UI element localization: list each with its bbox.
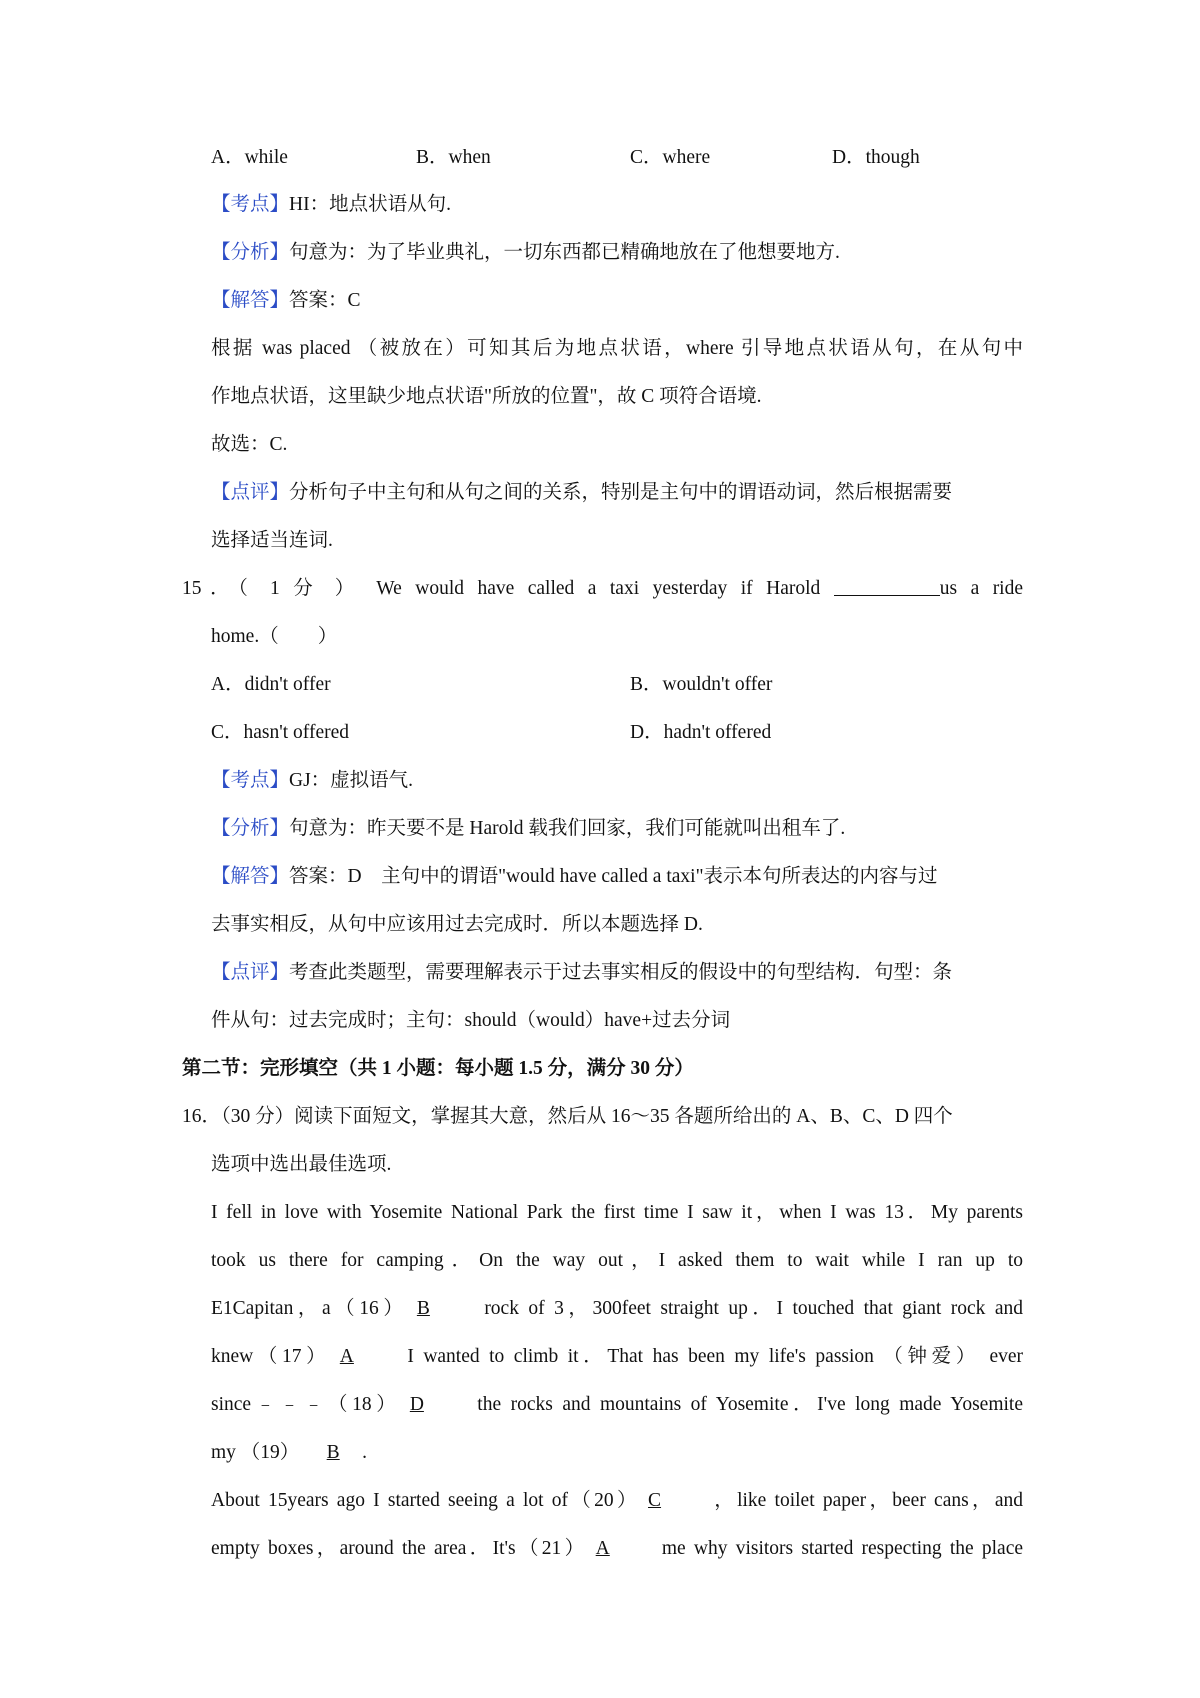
passage-line	[211, 1488, 1023, 1514]
option-b: B．when	[416, 147, 491, 168]
passage-line	[211, 1392, 1023, 1418]
passage-line: took us there for camping．On the way out，I asked them to wait while I ran up to	[211, 1250, 1023, 1271]
explanation-line: 根据 was placed （被放在）可知其后为地点状语，where 引导地点状语从句，在从句中	[211, 338, 1023, 359]
kaodian-tag: 【考点】	[211, 770, 290, 791]
passage-text: ，like toilet paper，beer cans，and	[714, 1490, 1024, 1511]
passage-text: me why visitors started respecting the place	[661, 1538, 1024, 1559]
kaodian-tag: 【考点】	[211, 194, 290, 215]
option-c: C．hasn't offered	[211, 722, 349, 743]
dianping-line	[211, 960, 1023, 986]
passage-text: I wanted to climb it．That has been my life's passion （钟爱） ever	[407, 1346, 1024, 1367]
question-stem: home.（ ）	[211, 626, 338, 647]
answer-choice-line: 故选：C.	[211, 434, 288, 455]
passage-line	[211, 1296, 1023, 1322]
answer-blank: A	[595, 1538, 610, 1559]
fenxi-tag: 【分析】	[211, 242, 290, 263]
jieda-tag: 【解答】	[211, 866, 290, 887]
passage-text: the rocks and mountains of Yosemite．I've long made Yosemite	[477, 1394, 1023, 1415]
kaodian-text: HI：地点状语从句.	[289, 194, 451, 215]
dianping-line	[211, 480, 1023, 506]
passage-text: About 15years ago I started seeing a lot of（20）	[211, 1490, 640, 1511]
dianping-line: 选择适当连词.	[211, 530, 333, 551]
passage-text: knew（17）	[211, 1346, 331, 1367]
dianping-tag: 【点评】	[211, 482, 290, 503]
jieda-text: 答案：D 主句中的谓语"would have called a taxi"表示本句所表达的内容与过	[289, 866, 938, 887]
passage-text: my （19）	[211, 1442, 300, 1463]
passage-line	[211, 1536, 1023, 1562]
answer-blank: B	[326, 1442, 340, 1463]
passage-line: I fell in love with Yosemite National Park the first time I saw it，when I was 13．My parents	[211, 1202, 1023, 1223]
kaodian-line	[211, 768, 1023, 794]
passage-line	[211, 1440, 1023, 1466]
question-stem: 选项中选出最佳选项.	[211, 1154, 392, 1175]
passage-text: rock of 3，300feet straight up．I touched that giant rock and	[484, 1298, 1023, 1319]
dianping-line: 件从句：过去完成时；主句：should（would）have+过去分词	[211, 1010, 731, 1031]
option-b: B．wouldn't offer	[630, 674, 773, 695]
question-stem	[182, 576, 1023, 602]
fenxi-text: 句意为：昨天要不是 Harold 载我们回家，我们可能就叫出租车了.	[289, 818, 846, 839]
answer-blank	[834, 577, 940, 596]
answer-blank: B	[416, 1298, 430, 1319]
question-stem: 16．（30 分）阅读下面短文，掌握其大意，然后从 16～35 各题所给出的 A、B、C、D 四个	[182, 1106, 953, 1127]
dianping-text: 考查此类题型，需要理解表示于过去事实相反的假设中的句型结构．句型：条	[289, 962, 953, 983]
passage-text: empty boxes，around the area．It's（21）	[211, 1538, 588, 1559]
passage-line	[211, 1344, 1023, 1370]
fenxi-tag: 【分析】	[211, 818, 290, 839]
section-heading: 第二节：完形填空（共 1 小题：每小题 1.5 分，满分 30 分）	[182, 1058, 694, 1079]
fenxi-line	[211, 816, 1023, 842]
kaodian-text: GJ：虚拟语气.	[289, 770, 414, 791]
option-a: A．didn't offer	[211, 674, 331, 695]
jieda-tag: 【解答】	[211, 290, 290, 311]
option-d: D．though	[832, 147, 920, 168]
answer-blank: A	[339, 1346, 354, 1367]
option-d: D．hadn't offered	[630, 722, 772, 743]
jieda-text: 答案：C	[289, 290, 361, 311]
answer-blank: C	[648, 1490, 662, 1511]
question-stem-text: us a ride	[939, 578, 1024, 599]
jieda-line: 去事实相反，从句中应该用过去完成时．所以本题选择 D.	[211, 914, 703, 935]
passage-text: .	[362, 1442, 368, 1463]
dianping-tag: 【点评】	[211, 962, 290, 983]
answer-blank: D	[409, 1394, 424, 1415]
jieda-line	[211, 288, 1023, 314]
explanation-line: 作地点状语，这里缺少地点状语"所放的位置"，故 C 项符合语境.	[211, 386, 762, 407]
fenxi-text: 句意为：为了毕业典礼，一切东西都已精确地放在了他想要地方.	[289, 242, 840, 263]
kaodian-line	[211, 192, 1023, 218]
fenxi-line	[211, 240, 1023, 266]
option-a: A．while	[211, 147, 288, 168]
dianping-text: 分析句子中主句和从句之间的关系，特别是主句中的谓语动词，然后根据需要	[289, 482, 953, 503]
passage-text: since﹣﹣﹣（18）	[211, 1394, 401, 1415]
jieda-line	[211, 864, 1023, 890]
passage-text: E1Capitan，a（16）	[211, 1298, 408, 1319]
option-c: C．where	[630, 147, 711, 168]
question-stem-text: 15．（ 1 分 ） We would have called a taxi yesterday if Harold	[182, 578, 821, 599]
